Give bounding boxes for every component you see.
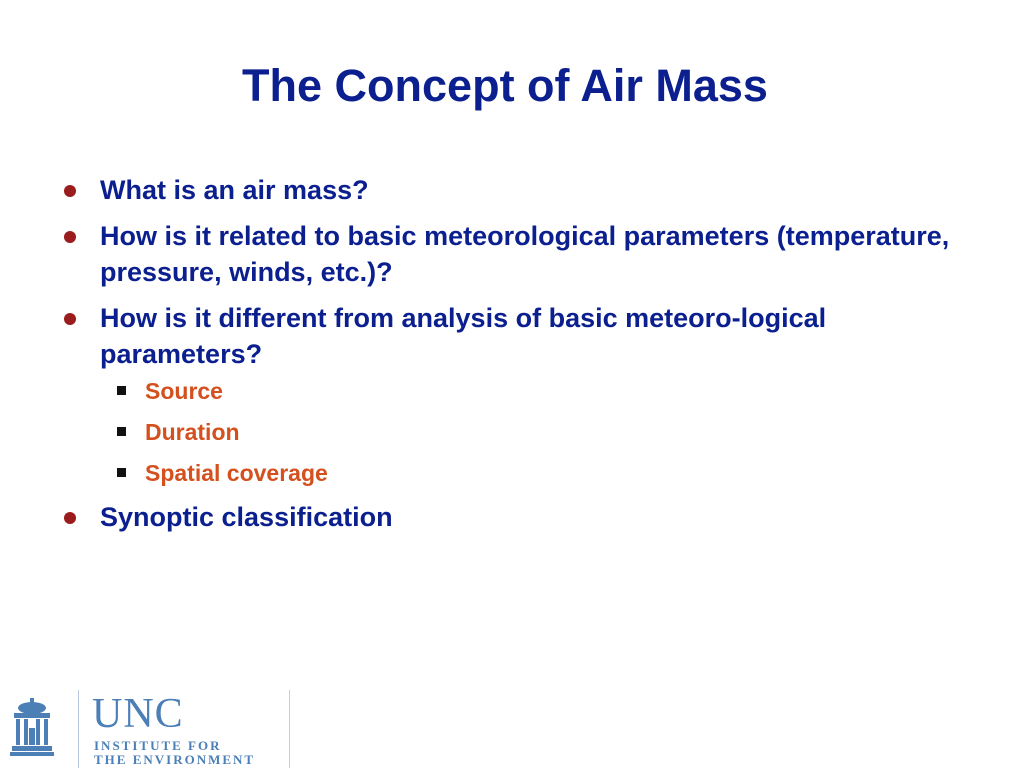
bullet-list	[60, 172, 960, 545]
bullet-item	[60, 499, 960, 535]
bullet-item	[60, 218, 960, 290]
bullet-dot-icon	[64, 231, 76, 243]
old-well-icon	[10, 698, 54, 756]
bullet-text: How is it related to basic meteorological parameters (temperature, pressure, winds, etc.)?	[100, 221, 950, 287]
bullet-text: Synoptic classification	[100, 502, 393, 532]
sub-bullet-list	[100, 376, 960, 488]
logo-line-1: INSTITUTE FOR	[94, 738, 222, 753]
bullet-dot-icon	[64, 512, 76, 524]
sub-bullet-item	[100, 376, 960, 406]
sub-bullet-text: Duration	[145, 419, 240, 445]
bullet-item	[60, 172, 960, 208]
sub-bullet-item	[100, 458, 960, 488]
bullet-text: What is an air mass?	[100, 175, 369, 205]
slide-title: The Concept of Air Mass	[242, 60, 768, 111]
logo-line-2: THE ENVIRONMENT	[94, 752, 256, 767]
logo-unc-text: UNC	[92, 691, 184, 737]
unc-logo	[8, 690, 298, 768]
bullet-item	[60, 300, 960, 488]
logo-divider	[289, 690, 290, 768]
sub-bullet-text: Source	[145, 378, 223, 404]
square-bullet-icon	[117, 386, 126, 395]
bullet-dot-icon	[64, 313, 76, 325]
sub-bullet-item	[100, 417, 960, 447]
bullet-text: How is it different from analysis of basic meteoro-logical parameters?	[100, 303, 827, 369]
bullet-dot-icon	[64, 185, 76, 197]
square-bullet-icon	[117, 468, 126, 477]
square-bullet-icon	[117, 427, 126, 436]
logo-divider	[78, 690, 79, 768]
sub-bullet-text: Spatial coverage	[145, 460, 328, 486]
